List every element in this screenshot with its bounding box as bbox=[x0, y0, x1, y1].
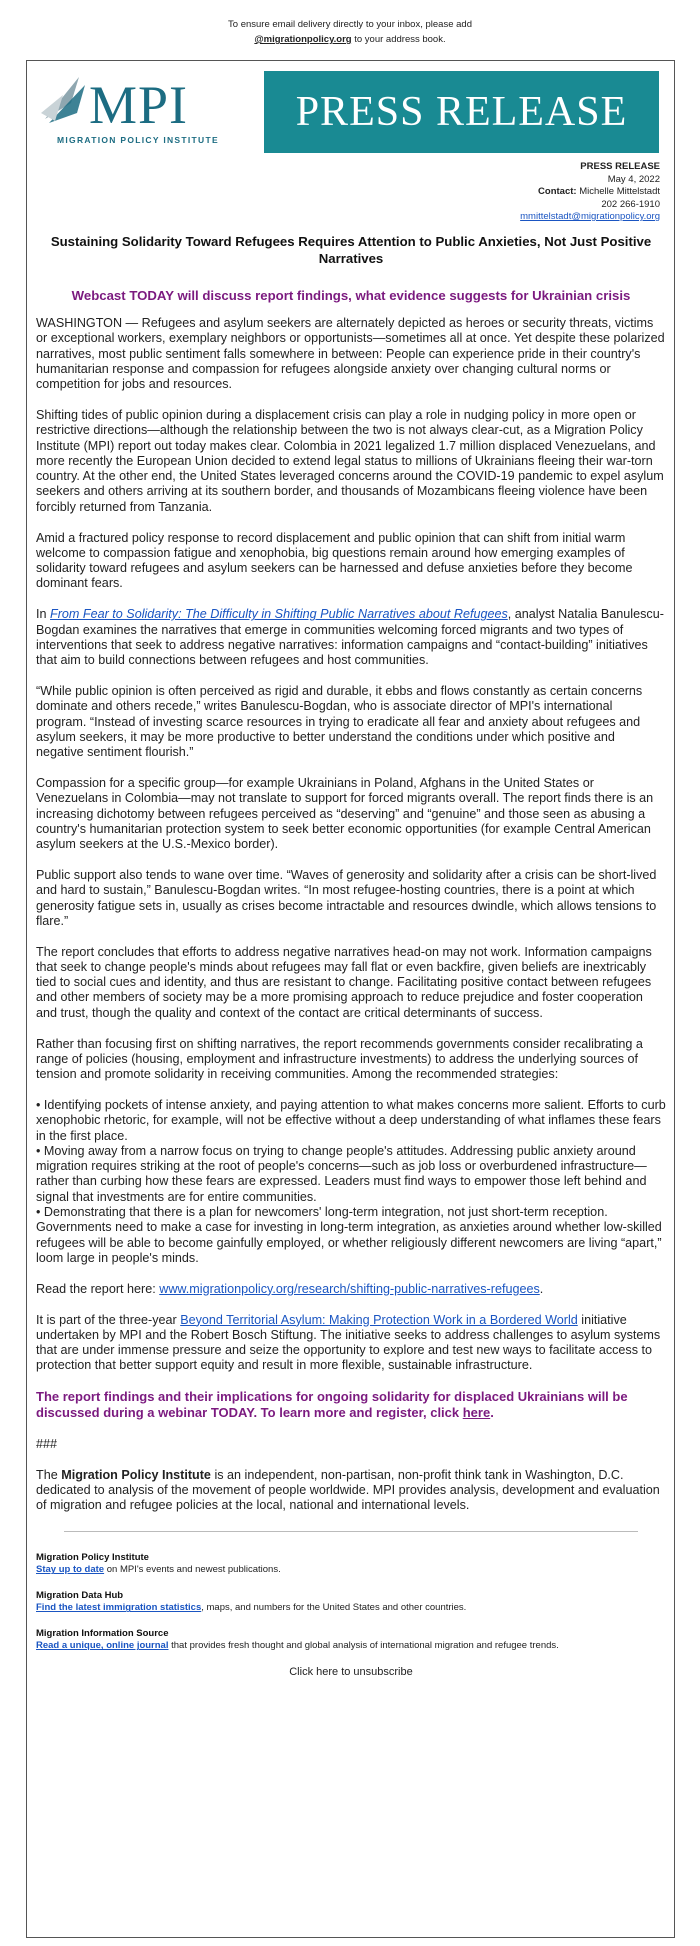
footer-heading: Migration Information Source bbox=[36, 1628, 169, 1640]
list-item: • Identifying pockets of intense anxiety, and paying attention to what makes concerns more salient. Efforts to curb xenophobic rhetoric, for example, will not be effective without a deep understanding of what inflames these fears in the first place. bbox=[36, 1097, 666, 1143]
unsubscribe-link[interactable]: Click here to unsubscribe bbox=[289, 1666, 413, 1679]
release-body bbox=[36, 316, 666, 1513]
logo-wordmark: MPI bbox=[89, 75, 189, 135]
read-report-line bbox=[36, 1282, 666, 1297]
list-item: • Moving away from a narrow focus on trying to change people's attitudes. Addressing public anxiety around migration requires striking at the root of people's concerns—such as job loss or overburdened infrastructure—rather than curbing how these fears are expressed. Leaders must find ways to empower those left behind and signal that investments are for entire communities. bbox=[36, 1143, 647, 1204]
footer-link-stay-up-to-date[interactable]: Stay up to date bbox=[36, 1564, 105, 1576]
paragraph: The report concludes that efforts to address negative narratives head-on may not work. Information campaigns that seek to change people's minds about refugees may fall flat or even backfire, given beliefs are inextricably tied to social cues and identity, and thus are resistant to change. Facilitating positive contact between refugees and other members of society may be a more promising approach to reduce prejudice and foster cooperation and trust, though the quality and context of the contact are critical determinants of success. bbox=[36, 944, 652, 1020]
preheader-suffix: to your address book. bbox=[351, 34, 446, 45]
contact-email-link[interactable]: mmittelstadt@migrationpolicy.org bbox=[520, 211, 660, 222]
paragraph bbox=[36, 607, 666, 668]
email-frame bbox=[26, 60, 675, 1938]
about-text: is an independent, non-partisan, non-profit think tank in Washington, D.C. dedicated to analysis of the movement of people worldwide. MPI provides analysis, development and evaluation of migration and refugee policies at the local, national and international levels. bbox=[36, 1467, 660, 1513]
report-intro: In bbox=[36, 607, 51, 622]
webinar-suffix: . bbox=[490, 1405, 494, 1421]
report-summary: , analyst Natalia Banulescu-Bogdan examines the narratives that emerge in communities welcoming forced migrants and two types of interventions that seek to address negative narratives: information campaigns and “contact-building” initiatives that aim to build connections between refugees and host communities. bbox=[36, 607, 664, 668]
contact-name: Michelle Mittelstadt bbox=[576, 186, 660, 197]
initiative-text: initiative undertaken by MPI and the Robert Bosch Stiftung. The initiative seeks to address challenges to asylum systems that are under immense pressure and seize the opportunity to explore and test new ways to facilitate access to protection that better support equity and result in more flexible, sustainable infrastructure. bbox=[36, 1312, 661, 1373]
initiative-link[interactable]: Beyond Territorial Asylum: Making Protection Work in a Bordered World bbox=[180, 1312, 578, 1327]
about-prefix: The bbox=[36, 1467, 62, 1482]
release-content bbox=[36, 233, 666, 1678]
footer-heading: Migration Policy Institute bbox=[36, 1552, 149, 1564]
paragraph: Rather than focusing first on shifting narratives, the report recommends governments consider recalibrating a range of policies (housing, employment and infrastructure investments) to address the underlying sources of tension and promote solidarity in receiving communities. Among the recommended strategies: bbox=[36, 1036, 643, 1082]
footer-link-journal[interactable]: Read a unique, online journal bbox=[36, 1640, 169, 1652]
read-report-prefix: Read the report here: bbox=[36, 1281, 160, 1296]
preheader-email-link[interactable]: @migrationpolicy.org bbox=[254, 34, 352, 45]
press-release-banner: PRESS RELEASE bbox=[264, 71, 659, 153]
footer-block-info-source bbox=[36, 1628, 666, 1652]
mpi-logo[interactable] bbox=[41, 71, 261, 153]
release-label: PRESS RELEASE bbox=[580, 161, 660, 172]
preheader bbox=[0, 0, 700, 47]
logo-subtitle: MIGRATION POLICY INSTITUTE bbox=[57, 135, 219, 145]
webinar-register-link[interactable]: here bbox=[462, 1405, 491, 1421]
contact-line bbox=[520, 186, 660, 199]
list-item: • Demonstrating that there is a plan for newcomers' long-term integration, not just short-term reception. Governments need to make a case for investing in long-term integration, as anxieties around whether low-skilled refugees will be able to become gainfully employed, or whether religiously different newcomers are living “apart,” loom large in people's minds. bbox=[36, 1205, 662, 1265]
read-report-suffix: . bbox=[539, 1281, 544, 1296]
footer-block-data-hub bbox=[36, 1590, 666, 1614]
contact-label: Contact: bbox=[538, 186, 577, 197]
preheader-line2 bbox=[0, 32, 700, 47]
release-date: May 4, 2022 bbox=[607, 173, 660, 185]
divider bbox=[64, 1531, 638, 1532]
paragraph: Amid a fractured policy response to record displacement and public opinion that can shift from initial warm welcome to compassion fatigue and xenophobia, big questions remain around how emerging examples of solidarity toward refugees and asylum seekers can be harnessed and defuse anxieties before they become dominant fears. bbox=[36, 530, 633, 591]
footer-text: , maps, and numbers for the United States and other countries. bbox=[201, 1602, 467, 1614]
paragraph: Shifting tides of public opinion during a displacement crisis can play a role in nudging policy in more open or restrictive directions—although the relationship between the two is not always clear-cut, as a Migration Policy Institute (MPI) report out today makes clear. Colombia in 2021 legalized 1.7 million displaced Venezuelans, and more recently the European Union decided to extend legal status to millions of Ukrainians fleeing their war-torn country. At the other end, the United States leveraged concerns around the COVID-19 pandemic to expel asylum seekers and others arriving at its southern border, and thousands of Mozambicans fleeing violence have been forcibly returned from Tanzania. bbox=[36, 407, 664, 514]
initiative-prefix: It is part of the three-year bbox=[36, 1312, 181, 1327]
strategy-list bbox=[36, 1098, 666, 1266]
footer-link-statistics[interactable]: Find the latest immigration statistics bbox=[36, 1602, 202, 1614]
end-mark: ### bbox=[36, 1436, 58, 1451]
webinar-callout bbox=[36, 1389, 666, 1421]
subheadline: Webcast TODAY will discuss report findings, what evidence suggests for Ukrainian crisis bbox=[71, 288, 631, 303]
about-paragraph bbox=[36, 1468, 666, 1514]
contact-phone: 202 266-1910 bbox=[601, 198, 660, 210]
preheader-line1: To ensure email delivery directly to your inbox, please add bbox=[228, 19, 472, 30]
footer-text: on MPI's events and newest publications. bbox=[104, 1564, 281, 1576]
paragraph: Compassion for a specific group—for example Ukrainians in Poland, Afghans in the United States or Venezuelans in Colombia—may not translate to support for forced migrants overall. The report finds there is an increasing dichotomy between refugees perceived as “deserving” and “genuine” and those seen as abusing a country's humanitarian protection system to seek better economic opportunities (for example Central American asylum seekers at the U.S.-Mexico border). bbox=[36, 775, 654, 852]
paragraph: “While public opinion is often perceived as rigid and durable, it ebbs and flows constantly as certain concerns dominate and others recede,” writes Banulescu-Bogdan, who is associate director of MPI's international program. “Instead of investing scarce resources in trying to eradicate all fear and anxiety about refugees and asylum seekers, it may be more productive to better understand the conditions under which positive and negative sentiment flourish.” bbox=[36, 683, 643, 760]
footer bbox=[36, 1552, 666, 1652]
webinar-text: The report findings and their implications for ongoing solidarity for displaced Ukrainians will be discussed during a webinar TODAY. To learn more and register, click bbox=[36, 1389, 628, 1421]
footer-heading: Migration Data Hub bbox=[36, 1590, 124, 1602]
paragraph: Public support also tends to wane over time. “Waves of generosity and solidarity after a crisis can be short-lived and hard to sustain,” Banulescu-Bogdan writes. “In most refugee-hosting countries, there is a point at which generosity fatigue sets in, usually as crises become intractable and resources dwindle, which allows tensions to flare.” bbox=[36, 867, 657, 928]
report-url-link[interactable]: www.migrationpolicy.org/research/shifting-public-narratives-refugees bbox=[159, 1281, 540, 1296]
press-banner bbox=[41, 71, 659, 153]
initiative-paragraph bbox=[36, 1313, 666, 1374]
release-meta bbox=[520, 161, 660, 224]
report-title-link[interactable]: From Fear to Solidarity: The Difficulty in Shifting Public Narratives about Refugees bbox=[50, 607, 508, 622]
about-org-name: Migration Policy Institute bbox=[61, 1467, 211, 1482]
headline: Sustaining Solidarity Toward Refugees Requires Attention to Public Anxieties, Not Just Positive Narratives bbox=[50, 234, 652, 266]
footer-block-mpi bbox=[36, 1552, 666, 1576]
paragraph: WASHINGTON — Refugees and asylum seekers are alternately depicted as heroes or security threats, victims or exceptional workers, exemplary neighbors or opportunists—sometimes all at once. Yet despite these polarized narratives, most public sentiment falls somewhere in between: People can experience pride in their country's humanitarian response and compassion for refugees alongside anxiety over changing cultural norms or competition for jobs and resources. bbox=[36, 316, 665, 392]
footer-text: that provides fresh thought and global analysis of international migration and refugee trends. bbox=[168, 1640, 559, 1652]
